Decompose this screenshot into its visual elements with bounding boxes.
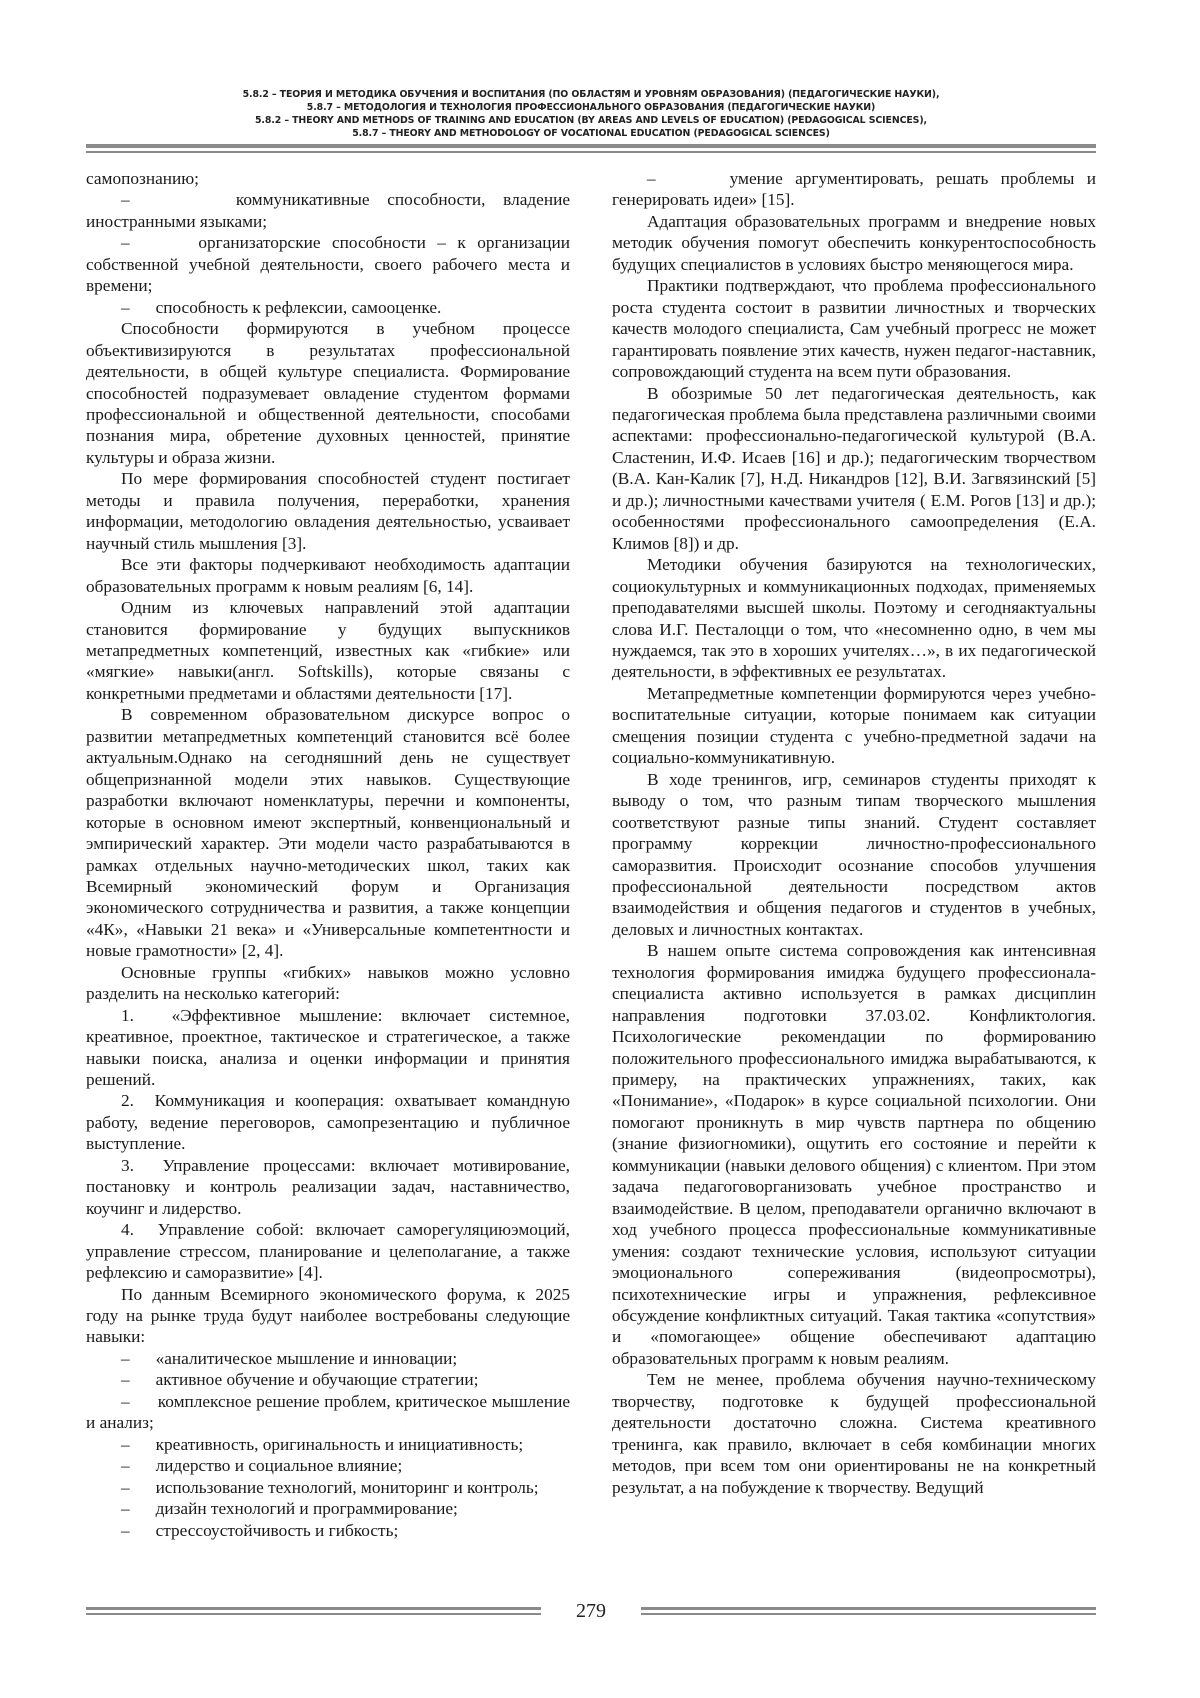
paragraph: – дизайн технологий и программирование;: [121, 1499, 458, 1519]
paragraph: В нашем опыте система сопровождения как интенсивная технология формирования имиджа будущего профессионала-специалиста активно используется в рамках дисциплин направления подготовки 37.03.02. Конфликтология. Психологические рекомендации по формированию положительного профессионального имиджа вырабатываются, к примеру, на практических упражнениях, таких, как «Понимание», «Подарок» в курсе социальной психологии. Они помогают проникнуть в мир чувств партнера по общению (знание физиогномики), ощутить его состояние и перейти к коммуникации (навыки делового общения) с клиентом. При этом задача педагоговорганизовать учебное пространство и взаимодействие. В целом, преподаватели органично включают в ход учебного процесса профессиональные коммуникативные умения: создают технические условия, используют ситуации эмоционального сопереживания (видеопросмотры), психотехнические игры и упражнения, рефлексивное обсуждение конфликтных ситуаций. Такая тактика «сопутствия» и «помогающее» общение обеспечивают адаптацию образовательных программ к новым реалиям.: [612, 941, 1096, 1368]
paragraph: Одним из ключевых направлений этой адаптации становится формирование у будущих выпускников метапредметных компетенций, известных как «гибкие» или «мягкие» навыки(англ. Softskills), которые связаны с конкретными предметами и областями деятельности [17].: [86, 598, 570, 703]
paragraph: – креативность, оригинальность и инициативность;: [121, 1434, 524, 1454]
header-line-3: 5.8.2 – THEORY AND METHODS OF TRAINING AND EDUCATION (BY AREAS AND LEVELS OF EDUCATION) (PEDAGOGICAL SCIENCES),: [255, 115, 927, 126]
right-text-column: [612, 168, 1096, 1498]
header-rule-thick: [86, 144, 1096, 148]
paragraph: – умение аргументировать, решать проблемы и генерировать идеи» [15].: [612, 169, 1096, 210]
paragraph: – стрессоустойчивость и гибкость;: [121, 1520, 399, 1540]
paragraph: – способность к рефлексии, самооценке.: [121, 297, 442, 317]
paragraph: 4. Управление собой: включает саморегуляциюэмоций, управление стрессом, планирование и целеполагание, а также рефлексию и саморазвитие» [4].: [86, 1220, 570, 1283]
paragraph: – комплексное решение проблем, критическое мышление и анализ;: [86, 1391, 570, 1433]
paragraph: Основные группы «гибких» навыков можно условно разделить на несколько категорий:: [86, 962, 570, 1004]
paragraph: Тем не менее, проблема обучения научно-техническому творчеству, подготовке к будущей профессиональной деятельности достаточно сложна. Система креативного тренинга, как правило, включает в себя комбинации многих методов, при всем том они ориентированы не на конкретный результат, а на побуждение к творчеству. Ведущий: [612, 1370, 1096, 1497]
paragraph: По данным Всемирного экономического форума, к 2025 году на рынке труда будут наиболее востребованы следующие навыки:: [86, 1284, 570, 1347]
paragraph: Методики обучения базируются на технологических, социокультурных и коммуникационных подходах, применяемых преподавателями высшей школы. Поэтому и сегодняактуальны слова И.Г. Песталоцци о том, что «несомненно одно, в чем мы нуждаемся, так это в хороших учителях…», в их педагогической деятельности, в эффективных ее результатах.: [612, 555, 1096, 682]
paragraph: Практики подтверждают, что проблема профессионального роста студента состоит в развитии личностных и творческих качеств молодого специалиста, Сам учебный прогресс не может гарантировать появление этих качеств, нужен педагог-наставник, сопровождающий студента на всем пути образования.: [612, 276, 1096, 382]
paragraph: – активное обучение и обучающие стратегии;: [121, 1370, 479, 1390]
paragraph: самопознанию;: [86, 169, 199, 188]
paragraph: Метапредметные компетенции формируются через учебно-воспитательные ситуации, которые понимаем как ситуации смещения позиции студента с учебно-предметной задачи на социально-коммуникативную.: [612, 683, 1096, 768]
paragraph: 3. Управление процессами: включает мотивирование, постановку и контроль реализации задач, наставничество, коучинг и лидерство.: [86, 1155, 570, 1218]
running-header: [86, 88, 1096, 140]
page-number: 279: [576, 1600, 606, 1622]
paragraph: – лидерство и социальное влияние;: [121, 1456, 403, 1476]
paragraph: – коммуникативные способности, владение иностранными языками;: [86, 190, 570, 231]
header-rule-thin: [86, 151, 1096, 153]
paragraph: – «аналитическое мышление и инновации;: [121, 1348, 458, 1368]
paragraph: Способности формируются в учебном процессе объективизируются в результатах профессиональной деятельности, в общей культуре специалиста. Формирование способностей подразумевает овладение студентом формами профессиональной и общественной деятельности, способами познания мира, обретение духовных ценностей, принятие культуры и образа жизни.: [86, 319, 570, 467]
paragraph: 2. Коммуникация и кооперация: охватывает командную работу, ведение переговоров, самопрезентацию и публичное выступление.: [86, 1091, 570, 1154]
paragraph: По мере формирования способностей студент постигает методы и правила получения, переработки, хранения информации, методологию овладения деятельностью, усваивает научный стиль мышления [3].: [86, 469, 570, 553]
header-line-1: 5.8.2 – ТЕОРИЯ И МЕТОДИКА ОБУЧЕНИЯ И ВОСПИТАНИЯ (ПО ОБЛАСТЯМ И УРОВНЯМ ОБРАЗОВАНИЯ) (ПЕДАГОГИЧЕСКИЕ НАУКИ),: [242, 89, 940, 100]
left-text-column: [86, 168, 570, 1541]
header-line-4: 5.8.7 – THEORY AND METHODOLOGY OF VOCATIONAL EDUCATION (PEDAGOGICAL SCIENCES): [352, 128, 830, 139]
paragraph: – организаторские способности – к организации собственной учебной деятельности, своего рабочего места и времени;: [86, 233, 570, 296]
paragraph: Все эти факторы подчеркивают необходимость адаптации образовательных программ к новым реалиям [6, 14].: [86, 555, 570, 596]
paragraph: В ходе тренингов, игр, семинаров студенты приходят к выводу о том, что разным типам творческого мышления соответствуют разные типы знаний. Студент составляет программу коррекции личностно-профессионального саморазвития. Происходит осознание способов улучшения профессиональной деятельности посредством актов взаимодействия и общения педагогов и студентов в учебных, деловых и личностных контактах.: [612, 769, 1096, 939]
paragraph: Адаптация образовательных программ и внедрение новых методик обучения помогут обеспечить конкурентоспособность будущих специалистов в условиях быстро меняющегося мира.: [612, 211, 1096, 274]
paragraph: В обозримые 50 лет педагогическая деятельность, как педагогическая проблема была представлена различными своими аспектами: профессионально-педагогической культурой (В.А. Сластенин, И.Ф. Исаев [16] и др.); педагогическим творчеством (В.А. Кан-Калик [7], Н.Д. Никандров [12], В.И. Загвязинский [5] и др.); личностными качествами учителя ( Е.М. Рогов [13] и др.); особенностями профессионального самоопределения (Е.А. Климов [8]) и др.: [612, 383, 1096, 553]
paragraph: В современном образовательном дискурсе вопрос о развитии метапредметных компетенций становится всё более актуальным.Однако на сегодняшний день не существует общепризнанной модели этих навыков. Существующие разработки включают номенклатуры, перечни и компоненты, которые в основном имеют экспертный, конвенциональный и эмпирический характер. Эти модели часто разрабатываются в рамках отдельных научно-методических школ, таких как Всемирный экономический форум и Организация экономического сотрудничества и развития, а также концепции «4К», «Навыки 21 века» и «Универсальные компетентности и новые грамотности» [2, 4].: [86, 705, 570, 961]
header-line-2: 5.8.7 – МЕТОДОЛОГИЯ И ТЕХНОЛОГИЯ ПРОФЕССИОНАЛЬНОГО ОБРАЗОВАНИЯ (ПЕДАГОГИЧЕСКИЕ НАУКИ): [306, 102, 876, 113]
page-footer: [86, 1600, 1096, 1623]
paragraph: 1. «Эффективное мышление: включает системное, креативное, проектное, тактическое и стратегическое, а также навыки поиска, анализа и оценки информации и принятия решений.: [86, 1005, 570, 1090]
paragraph: – использование технологий, мониторинг и контроль;: [121, 1477, 539, 1497]
